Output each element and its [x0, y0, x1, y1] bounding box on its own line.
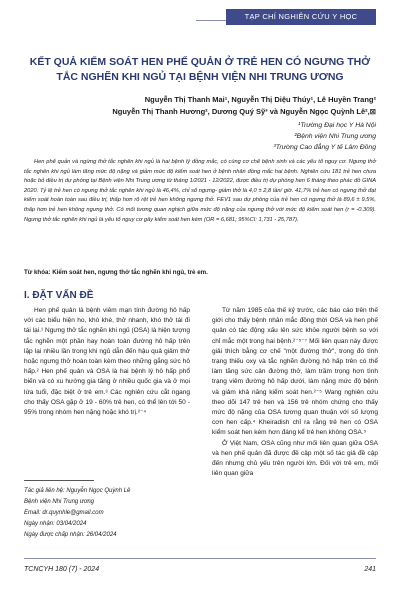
keywords: Từ khóa: Kiểm soát hen, ngưng thở tắc nghẽn khi ngủ, trẻ em.: [24, 269, 208, 276]
corresponding-affiliation: Bệnh viện Nhi Trung ương: [24, 499, 95, 505]
author-list: [24, 94, 376, 118]
author-line: Nguyễn Thị Thanh Mai¹, Nguyễn Thị Diệu Thúy¹, Lê Huyền Trang²: [144, 95, 376, 104]
accepted-date: Ngày được chấp nhận: 26/04/2024: [24, 532, 117, 538]
body-column-right: [212, 306, 378, 479]
correspondence-block: [24, 486, 194, 541]
body-paragraph: Ở Việt Nam, OSA cũng như mối liên quan giữa OSA và hen phế quản đã được đề cập một số tác giả đề cập đến nhưng chủ yếu trên người lớn. Đối với trẻ em, mối liên quan giữa: [212, 439, 378, 478]
journal-name-tab: TẠP CHÍ NGHIÊN CỨU Y HỌC: [226, 9, 376, 25]
author-line: Nguyễn Thị Thanh Hương², Dương Quý Sỹ³ và Nguyễn Ngọc Quỳnh Lê²,⊠: [112, 107, 376, 116]
body-paragraph: Từ năm 1985 của thế kỷ trước, các báo cáo trên thế giới cho thấy bệnh nhân mắc đồng thời OSA và hen phế quản có tác động xấu lên sức khỏe người bệnh so với chỉ mắc một trong hai bệnh.²⁻⁵⁻⁷ Mối liên quan này được giải thích bằng cơ chế "một đường thở", trong đó tình trạng thiếu oxy và tắc nghẽn đường hô hấp trên có thể làm tăng sức cản đường thở, làm trầm trọng hơn tình trạng viêm đường hô hấp dưới, làm nặng mức độ bệnh và giảm khả năng kiểm soát hen.²⁻⁵ Wang nghiên cứu theo dõi 147 trẻ hen và 156 trẻ nhóm chứng cho thấy mức độ nặng của OSA tương quan thuận với số lượng cơn hen cấp.⁴ Kheiradish chỉ ra rằng trẻ hen có OSA kiểm soát hen kém hơn đáng kể trẻ hen không OSA.⁵: [212, 307, 378, 437]
body-column-left: [24, 306, 190, 418]
affiliation: ²Bệnh viện Nhi Trung ương: [294, 133, 376, 140]
footnote-rule: [24, 480, 94, 481]
affiliation-list: [24, 120, 376, 153]
abstract: Hen phế quản và ngừng thở tắc nghẽn khi ngủ là hai bệnh lý đồng mắc, có cùng cơ chế bệnh sinh và các yếu tố nguy cơ. Ngưng thở tắc nghẽn khi ngủ làm tăng mức độ nặng và giảm mức độ kiểm soát hen ở bệnh nhân đồng mắc hai bệnh. Nghiên cứu 181 trẻ hen chưa hoặc bỏ điều trị dự phòng tại Bệnh viện Nhi Trung ương từ tháng 1/2021 - 12/2022, được điều trị dự phòng hen 6 tháng theo phác đồ GINA 2020. Tỷ lệ trẻ hen có ngưng thở tắc nghẽn khi ngủ là 46,4%, chỉ số ngưng- giảm thở là 4,0 ± 2,8 lần/ giờ. 41,7% trẻ hen có ngưng thở đạt kiểm soát hoàn toàn sau điều trị, thấp hơn rõ rệt trẻ hen không ngưng thở. FEV1 sau dự phòng của trẻ hen có ngưng thở là 89,6 ± 9,5%, thấp hơn trẻ hen không ngưng thở. Có mối tương quan nghịch giữa mức độ nặng của ngưng thở với mức độ kiểm soát hen (r = -0.309). Ngưng thở tắc nghẽn khi ngủ là yếu tố nguy cơ gây kiểm soát hen kém (OR = 6,681; 95%CI: 1,731 - 25,787).: [24, 159, 376, 223]
body-paragraph: Hen phế quản là bệnh viêm mạn tính đường hô hấp với các biểu hiện ho, khò khè, thở nhanh, khó thở tái đi tái lại.¹ Ngưng thở tắc nghẽn khi ngủ (OSA) là hiện tượng tắc nghẽn một phần hay hoàn toàn đường hô hấp trên lặp lại nhiều lần trong khi ngủ dẫn đến hậu quả giảm thở hoặc ngưng thở hoàn toàn kèm theo những gắng sức hô hấp.² Hen phế quản và OSA là hai bệnh lý hô hấp phổ biến và có xu hướng gia tăng ở nhiều quốc gia và ở mọi lứa tuổi, đặc biệt ở trẻ em.³ Các nghiên cứu cắt ngang cho thấy OSA gặp ở 19 - 60% trẻ hen, có thể lên tới 50 - 95% trong nhóm hen nặng hoặc khó trị.²⁻⁴: [24, 307, 190, 417]
affiliation: ³Trường Cao đẳng Y tế Lâm Đồng: [273, 144, 376, 151]
section-heading: I. ĐẶT VẤN ĐỀ: [24, 290, 94, 301]
affiliation: ¹Trường Đại học Y Hà Nội: [298, 122, 376, 129]
article-title: KẾT QUẢ KIỂM SOÁT HEN PHẾ QUẢN Ở TRẺ HEN CÓ NGƯNG THỞ TẮC NGHẼN KHI NGỦ TẠI BỆNH VIỆN NHI TRUNG ƯƠNG: [29, 56, 371, 83]
journal-header: [0, 6, 400, 46]
journal-issue: TCNCYH 180 (7) - 2024: [24, 566, 100, 573]
footer-rule: [24, 558, 376, 559]
corresponding-email: Email: dr.quynhle@gmail.com: [24, 510, 104, 516]
received-date: Ngày nhận: 03/04/2024: [24, 521, 87, 527]
corresponding-author: Tác giả liên hệ: Nguyễn Ngọc Quỳnh Lê: [24, 488, 131, 494]
page-number: 241: [364, 566, 376, 573]
